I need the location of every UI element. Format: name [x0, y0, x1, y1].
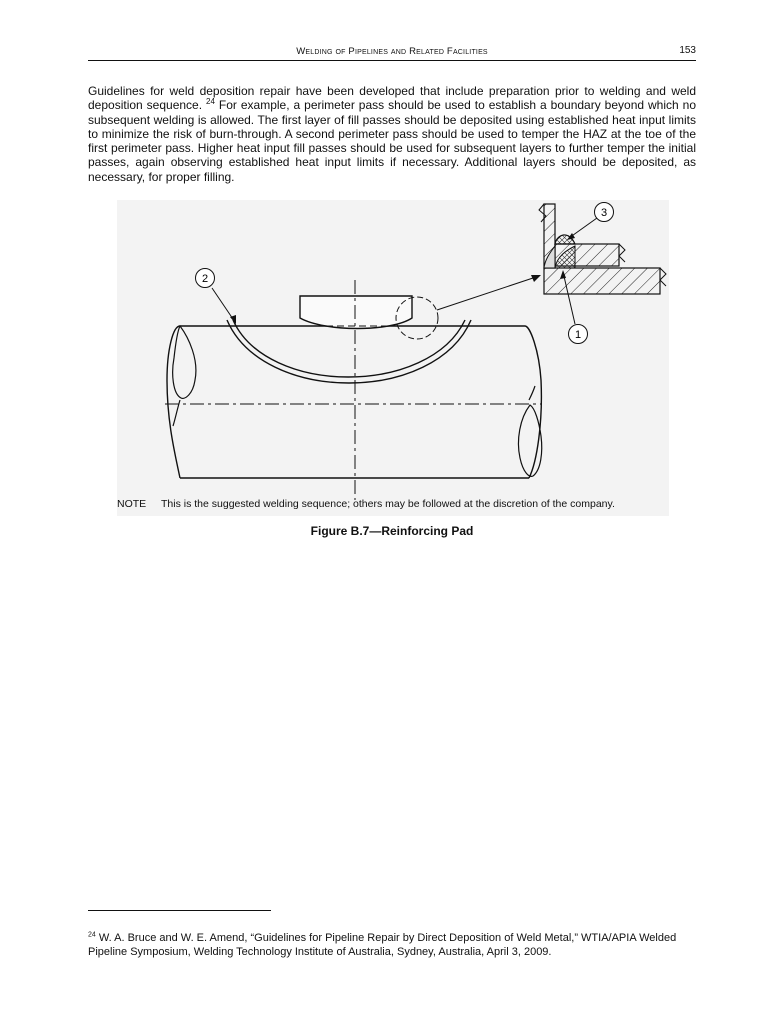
callout-3: [567, 203, 614, 241]
callout-2: [196, 269, 237, 325]
detail-arrow: [437, 275, 541, 310]
callout-3-label: 3: [600, 207, 608, 219]
page-number: 153: [679, 45, 696, 56]
note-label: NOTE: [117, 498, 147, 510]
right-break: [518, 386, 541, 476]
left-break: [173, 326, 196, 426]
paragraph-text-end: For example, a perimeter pass should be used to establish a boundary beyond which no subsequent welding is allowed. The first layer of fill passes should be deposited using established heat input limits to minimize the risk of burn-through. A second perimeter pass should be used to temper the HAZ at the toe of the first perimeter pass. Higher heat input fill passes should be used for subsequent layers to further temper the initial passes, again observing established heat input limits if necessary. Additional layers should be deposited, as necessary, for proper filling.: [88, 98, 697, 184]
paragraph-text-start: Guidelines for weld deposition repair have been developed that include preparation prior to welding and weld deposition sequence.: [88, 84, 696, 113]
footnote: [88, 931, 696, 959]
note-text: This is the suggested welding sequence; others may be followed at the discretion of the company.: [161, 498, 615, 510]
header-rule: [88, 60, 696, 61]
reinforcing-pad: [227, 296, 471, 383]
header-title: Welding of Pipelines and Related Facilities: [296, 46, 488, 57]
figure-reinforcing-pad: [117, 200, 669, 516]
pipe-diagram: [117, 200, 669, 516]
body-paragraph: [88, 84, 696, 184]
callout-1-label: 1: [574, 329, 582, 341]
callout-2-label: 2: [201, 273, 209, 285]
footnote-text: W. A. Bruce and W. E. Amend, “Guidelines for Pipeline Repair by Direct Deposition of Weld Metal,” WTIA/APIA Welded Pipeline Symposium, Welding Technology Institute of Australia, Sydney, Australia, April 3, 2009.: [88, 932, 677, 958]
pipe-body: [167, 326, 541, 478]
figure-caption: Figure B.7—Reinforcing Pad: [310, 524, 474, 538]
reference-marker: 24: [206, 97, 215, 107]
figure-note: [117, 498, 669, 510]
footnote-marker: 24: [88, 931, 96, 939]
footnote-rule: [88, 910, 271, 911]
